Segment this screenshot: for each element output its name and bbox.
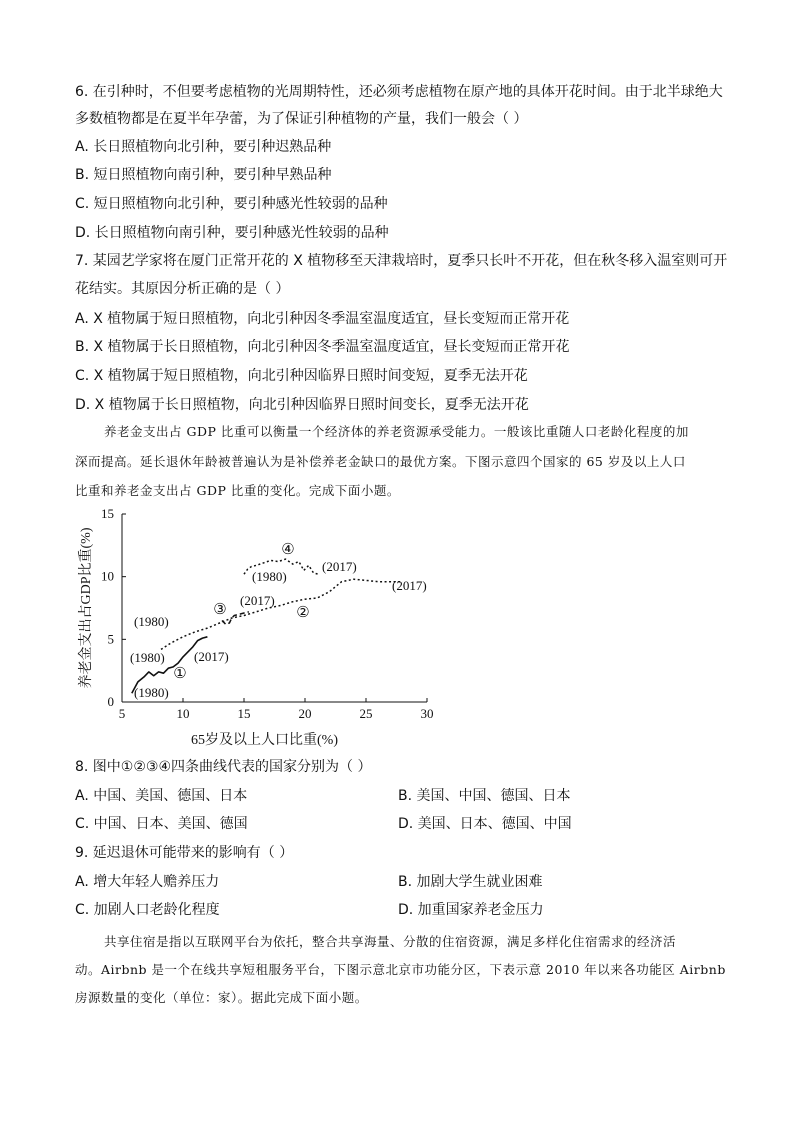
x-axis-label: 65岁及以上人口比重(%) bbox=[191, 733, 338, 748]
x-tick-label: 25 bbox=[359, 706, 373, 721]
y-tick-label: 5 bbox=[107, 631, 114, 647]
material1-line3: 比重和养老金支出占 GDP 比重的变化。完成下面小题。 bbox=[75, 483, 400, 498]
material2-line1: 共享住宿是指以互联网平台为依托，整合共享海量、分散的住宿资源，满足多样化住宿需求的经济活 bbox=[104, 934, 677, 949]
q9-option-d[interactable]: D. 加重国家养老金压力 bbox=[398, 902, 544, 918]
q6-option-b[interactable]: B. 短日照植物向南引种，要引种早熟品种 bbox=[75, 167, 332, 183]
q6-option-a[interactable]: A. 长日照植物向北引种，要引种迟熟品种 bbox=[75, 139, 332, 155]
series-3-end-label: (2017) bbox=[240, 593, 275, 608]
series-2-line bbox=[161, 579, 403, 649]
series-3-start-label: (1980) bbox=[134, 614, 169, 629]
q6-option-d[interactable]: D. 长日照植物向南引种，要引种感光性较弱的品种 bbox=[75, 225, 389, 241]
y-axis-label: 养老金支出占GDP比重(%) bbox=[79, 527, 94, 689]
q6-stem-line1: 6. 在引种时，不但要考虑植物的光周期特性，还必须考虑植物在原产地的具体开花时间。由于北半球绝大 bbox=[75, 84, 723, 100]
q9-option-b[interactable]: B. 加剧大学生就业困难 bbox=[398, 874, 543, 890]
q7-stem-line2: 花结实。其原因分析正确的是（ ） bbox=[75, 281, 290, 297]
q8-option-b[interactable]: B. 美国、中国、德国、日本 bbox=[398, 788, 571, 804]
q7-option-b[interactable]: B. X 植物属于长日照植物，向北引种因冬季温室温度适宜，昼长变短而正常开花 bbox=[75, 339, 570, 355]
q8-option-a[interactable]: A. 中国、美国、德国、日本 bbox=[75, 788, 248, 804]
material1-line1: 养老金支出占 GDP 比重可以衡量一个经济体的养老资源承受能力。一般该比重随人口老龄化程度的加 bbox=[104, 424, 689, 439]
x-tick-label: 30 bbox=[420, 706, 434, 721]
q7-option-c[interactable]: C. X 植物属于短日照植物，向北引种因临界日照时间变短，夏季无法开花 bbox=[75, 368, 528, 384]
q8-option-c[interactable]: C. 中国、日本、美国、德国 bbox=[75, 816, 248, 832]
x-tick-label: 5 bbox=[118, 706, 126, 721]
material2-line2: 动。Airbnb 是一个在线共享短租服务平台，下图示意北京市功能分区，下表示意 2010 年以来各功能区 Airbnb bbox=[75, 962, 726, 977]
q6-stem-line2: 多数植物都是在夏半年孕蕾，为了保证引种植物的产量，我们一般会（ ） bbox=[75, 111, 528, 127]
x-tick-label: 20 bbox=[298, 706, 312, 721]
series-4-end-label: (2017) bbox=[322, 559, 357, 574]
q7-stem-line1: 7. 某园艺学家将在厦门正常开花的 X 植物移至天津栽培时，夏季只长叶不开花，但在秋冬移入温室则可开 bbox=[75, 253, 728, 269]
q9-option-c[interactable]: C. 加剧人口老龄化程度 bbox=[75, 902, 220, 918]
y-tick-label: 10 bbox=[101, 568, 114, 584]
series-2-marker: ② bbox=[296, 605, 310, 621]
material1-line2: 深而提高。延长退休年龄被普遍认为是补偿养老金缺口的最优方案。下图示意四个国家的 65 岁及以上人口 bbox=[75, 454, 686, 469]
series-2-start-label: (1980) bbox=[130, 650, 165, 665]
q7-option-d[interactable]: D. X 植物属于长日照植物，向北引种因临界日照时间变长，夏季无法开花 bbox=[75, 397, 529, 413]
series-1-marker: ① bbox=[173, 666, 187, 682]
x-tick-label: 10 bbox=[176, 706, 190, 721]
y-tick-label: 0 bbox=[107, 694, 114, 709]
material2-line3: 房源数量的变化（单位：家）。据此完成下面小题。 bbox=[75, 990, 368, 1005]
y-tick-label: 15 bbox=[101, 506, 114, 521]
series-3-marker: ③ bbox=[213, 602, 227, 618]
q9-stem: 9. 延迟退休可能带来的影响有（ ） bbox=[75, 845, 294, 861]
q8-stem: 8. 图中①②③④四条曲线代表的国家分别为（ ） bbox=[75, 759, 372, 775]
series-1-start-label: (1980) bbox=[134, 685, 169, 700]
q8-option-d[interactable]: D. 美国、日本、德国、中国 bbox=[398, 816, 572, 832]
q9-option-a[interactable]: A. 增大年轻人赡养压力 bbox=[75, 874, 220, 890]
series-2-end-label: (2017) bbox=[392, 578, 427, 593]
x-tick-label: 15 bbox=[237, 706, 251, 721]
series-4-marker: ④ bbox=[281, 542, 295, 558]
pension-chart bbox=[72, 504, 452, 756]
q7-option-a[interactable]: A. X 植物属于短日照植物，向北引种因冬季温室温度适宜，昼长变短而正常开花 bbox=[75, 311, 570, 327]
series-1-end-label: (2017) bbox=[194, 649, 229, 664]
series-4-start-label: (1980) bbox=[252, 569, 287, 584]
q6-option-c[interactable]: C. 短日照植物向北引种，要引种感光性较弱的品种 bbox=[75, 196, 388, 212]
